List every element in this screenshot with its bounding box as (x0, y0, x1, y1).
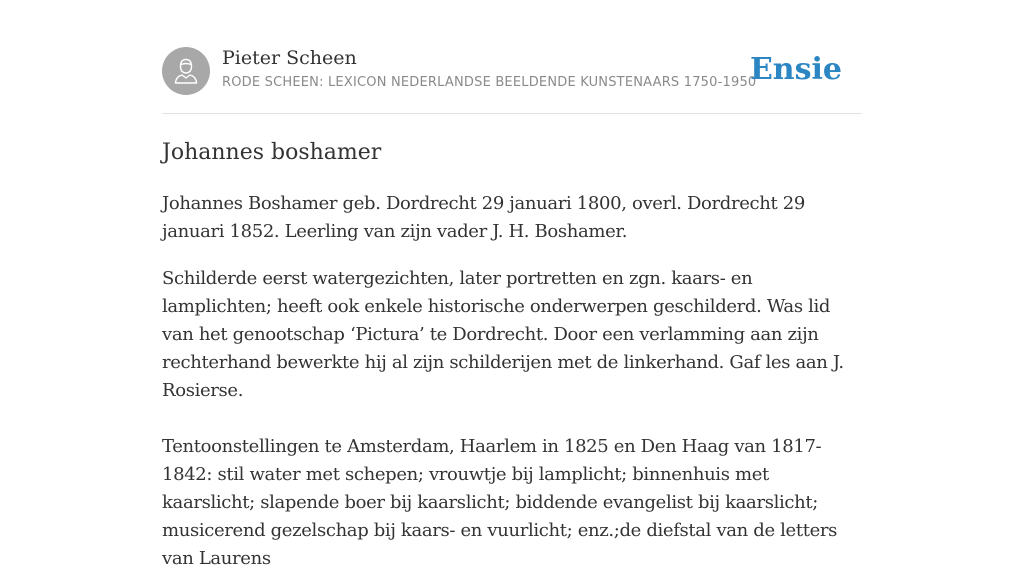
source-title[interactable]: RODE SCHEEN: LEXICON NEDERLANDSE BEELDENDE KUNSTENAARS 1750-1950 (222, 75, 757, 90)
article-paragraph: Schilderde eerst watergezichten, later portretten en zgn. kaars- en lamplichten; heeft ook enkele historische onderwerpen geschilderd. Was lid van het genootschap ‘Pictura’ te Dordrecht. Door een verlamming aan zijn rechterhand bewerkte hij al zijn schilderijen met de linkerhand. Gaf les aan J. Rosierse. (162, 268, 844, 401)
article-header (162, 46, 862, 96)
header-divider (162, 113, 862, 114)
article-paragraph: Johannes Boshamer geb. Dordrecht 29 januari 1800, overl. Dordrecht 29 januari 1852. Leerling van zijn vader J. H. Boshamer. (162, 193, 805, 242)
article-paragraph: Tentoonstellingen te Amsterdam, Haarlem in 1825 en Den Haag van 1817-1842: stil water met schepen; vrouwtje bij lamplicht; binnenhuis met kaarslicht; slapende boer bij kaarslicht; biddende evangelist bij kaarslicht; musicerend gezelschap bij kaars- en vuurlicht; enz.;de diefstal van de letters van Laurens (162, 436, 838, 569)
author-name[interactable]: Pieter Scheen (222, 47, 357, 69)
ensie-logo[interactable]: Ensie (749, 52, 842, 87)
article-title: Johannes boshamer (162, 140, 382, 165)
article-content (162, 138, 862, 573)
user-silhouette-icon (171, 56, 201, 86)
avatar[interactable] (162, 47, 210, 95)
